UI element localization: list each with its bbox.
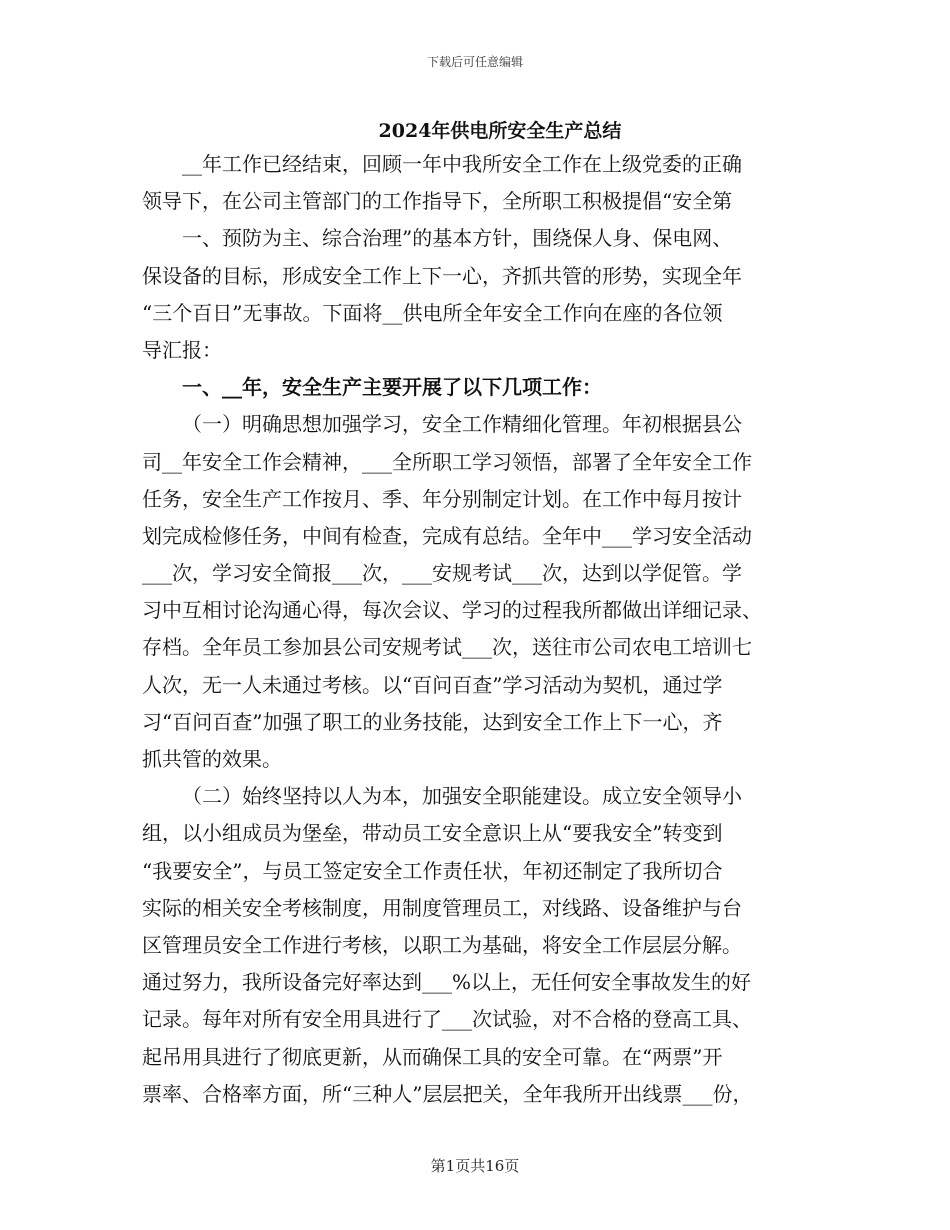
- page-footer: 第1页共16页: [430, 1157, 520, 1175]
- paragraph-line: （二）始终坚持以人为本，加强安全职能建设。成立安全领导小: [182, 784, 742, 809]
- paragraph-line: （一）明确思想加强学习，安全工作精细化管理。年初根据县公: [182, 412, 742, 437]
- section-heading: 一、__年，安全生产主要开展了以下几项工作：: [182, 375, 602, 400]
- paragraph-line: 导汇报：: [142, 337, 222, 362]
- paragraph-line: 一、预防为主、综合治理”的基本方针，围绕保人身、保电网、: [182, 226, 733, 251]
- paragraph-line: 记录。每年对所有安全用具进行了___次试验，对不合格的登高工具、: [142, 1007, 752, 1032]
- paragraph-line: ___次，学习安全简报___次，___安规考试___次，达到以学促管。学: [142, 561, 742, 586]
- document-title: 2024年供电所安全生产总结: [378, 120, 622, 142]
- paragraph-line: 存档。全年员工参加县公司安规考试___次，送往市公司农电工培训七: [142, 635, 752, 660]
- paragraph-line: 划完成检修任务，中间有检查，完成有总结。全年中___学习安全活动: [142, 523, 752, 548]
- paragraph-line: 习“百问百查”加强了职工的业务技能，达到安全工作上下一心，齐: [142, 709, 723, 734]
- paragraph-line: 起吊用具进行了彻底更新，从而确保工具的安全可靠。在“两票”开: [142, 1044, 723, 1069]
- paragraph-line: 司__年安全工作会精神，___全所职工学习领悟，部署了全年安全工作: [142, 449, 752, 474]
- paragraph-line: “我要安全”，与员工签定安全工作责任状，年初还制定了我所切合: [142, 858, 723, 883]
- document-body: [142, 146, 814, 1113]
- paragraph-line: “三个百日”无事故。下面将__供电所全年安全工作向在座的各位领: [142, 300, 723, 325]
- paragraph-line: 实际的相关安全考核制度，用制度管理员工，对线路、设备维护与台: [142, 895, 742, 920]
- paragraph-line: 领导下，在公司主管部门的工作指导下，全所职工积极提倡“安全第: [142, 189, 733, 214]
- paragraph-line: 习中互相讨论沟通心得，每次会议、学习的过程我所都做出详细记录、: [142, 598, 762, 623]
- paragraph-line: 保设备的目标，形成安全工作上下一心，齐抓共管的形势，实现全年: [142, 263, 742, 288]
- paragraph-line: 票率、合格率方面，所“三种人”层层把关，全年我所开出线票___份，: [142, 1081, 753, 1106]
- paragraph-line: 组，以小组成员为堡垒，带动员工安全意识上从“要我安全”转变到: [142, 821, 723, 846]
- page-header: 下载后可任意编辑: [426, 55, 523, 69]
- paragraph-line: 人次，无一人未通过考核。以“百问百查”学习活动为契机，通过学: [142, 672, 723, 697]
- paragraph-line: 区管理员安全工作进行考核，以职工为基础，将安全工作层层分解。: [142, 932, 742, 957]
- paragraph-line: 抓共管的效果。: [142, 747, 282, 771]
- paragraph-line: __年工作已经结束，回顾一年中我所安全工作在上级党委的正确: [182, 152, 742, 176]
- paragraph-line: 任务，安全生产工作按月、季、年分别制定计划。在工作中每月按计: [142, 486, 742, 511]
- paragraph-line: 通过努力，我所设备完好率达到___%以上，无任何安全事故发生的好: [142, 970, 752, 995]
